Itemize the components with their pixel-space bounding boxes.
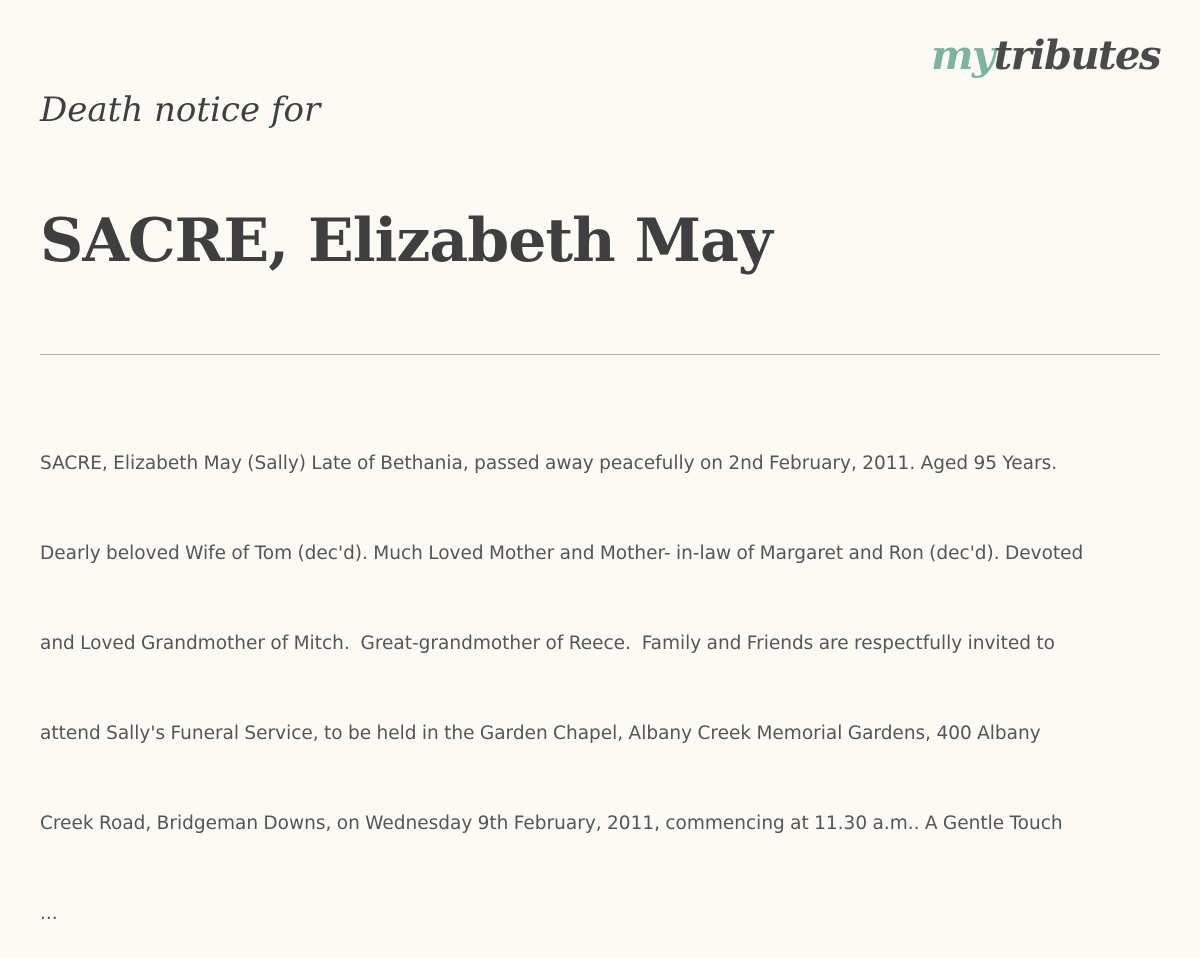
deceased-name: SACRE, Elizabeth May [40, 206, 772, 276]
notice-text [40, 389, 1180, 959]
mytributes-logo[interactable] [931, 32, 1160, 79]
death-notice-heading: Death notice for [40, 90, 321, 130]
notice-line: Creek Road, Bridgeman Downs, on Wednesday 9th February, 2011, commencing at 11.30 a.m.. A Gentle Touch [40, 813, 1063, 834]
notice-line: Dearly beloved Wife of Tom (dec'd). Much Loved Mother and Mother- in-law of Margaret and Ron (dec'd). Devoted [40, 543, 1084, 564]
notice-line: SACRE, Elizabeth May (Sally) Late of Bethania, passed away peacefully on 2nd February, 2011. Aged 95 Years. [40, 453, 1058, 474]
section-divider [40, 354, 1160, 355]
notice-line: and Loved Grandmother of Mitch. Great-grandmother of Reece. Family and Friends are respectfully invited to [40, 633, 1055, 654]
notice-ellipsis: ... [40, 903, 58, 924]
logo-my-text: my [931, 32, 994, 79]
notice-line: attend Sally's Funeral Service, to be held in the Garden Chapel, Albany Creek Memorial Gardens, 400 Albany [40, 723, 1041, 744]
logo-tributes-text: tributes [993, 32, 1160, 79]
